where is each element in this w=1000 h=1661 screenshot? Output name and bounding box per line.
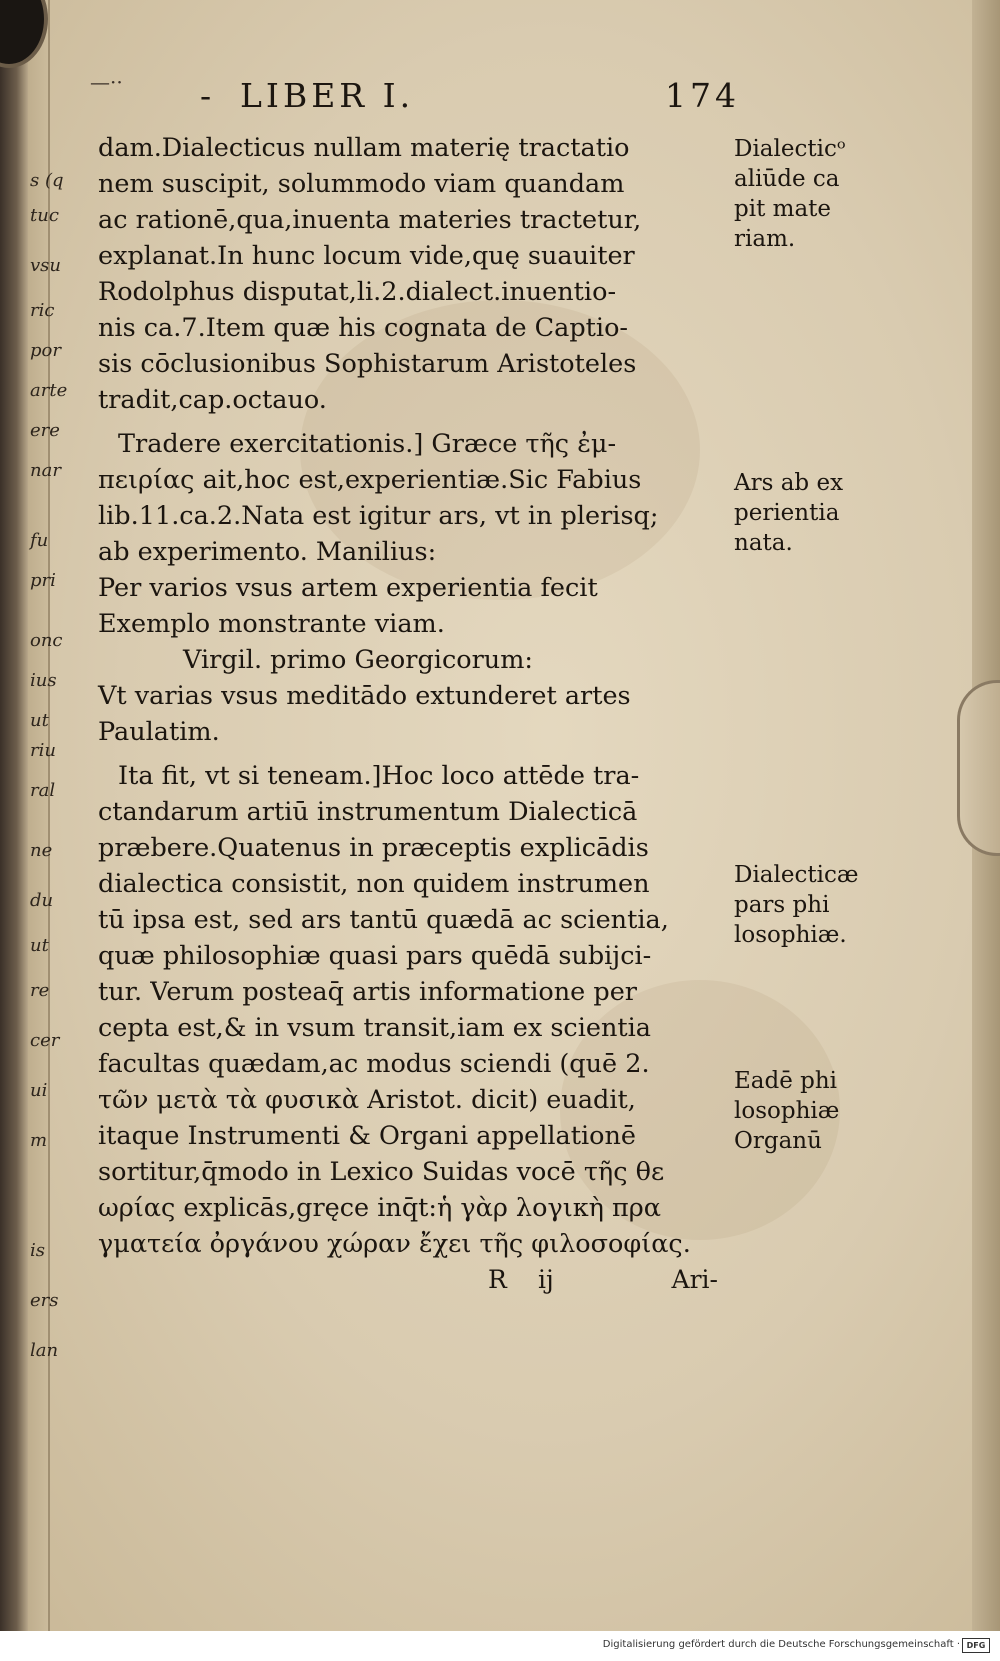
text-line: tur. Verum posteaq̄ artis informatione per bbox=[98, 977, 637, 1007]
margin-note-line: Dialecticæ bbox=[734, 862, 859, 888]
margin-note-line: Dialecticᵒ bbox=[734, 136, 846, 162]
previous-page-fragment: nar bbox=[30, 460, 61, 481]
previous-page-fragment: ere bbox=[30, 420, 60, 441]
funding-credit: Digitalisierung gefördert durch die Deutsche Forschungsgemeinschaft · bbox=[602, 1639, 960, 1650]
previous-page-fragment: is bbox=[30, 1240, 45, 1261]
dfg-logo: DFG bbox=[962, 1638, 990, 1653]
text-line: sis cōclusionibus Sophistarum Aristoteles bbox=[98, 349, 637, 379]
page-foot-line bbox=[488, 1265, 718, 1301]
margin-note-philosophy bbox=[734, 860, 864, 950]
footer-bar bbox=[0, 1631, 1000, 1661]
running-header bbox=[200, 76, 740, 118]
previous-page-fragment: tuc bbox=[30, 205, 59, 226]
margin-note-organum bbox=[734, 1066, 864, 1156]
book-clip bbox=[957, 680, 1000, 856]
text-line: γματεία ὀργάνου χώραν ἔχει τῆς φιλοσοφίας. bbox=[98, 1229, 691, 1259]
text-line: Exemplo monstrante viam. bbox=[98, 609, 445, 639]
margin-note-line: aliūde ca bbox=[734, 166, 840, 192]
text-line: tradit,cap.octauo. bbox=[98, 385, 327, 415]
margin-note-line: pars phi bbox=[734, 892, 830, 918]
previous-page-fragment: ral bbox=[30, 780, 56, 801]
signature-mark: R bbox=[488, 1265, 507, 1294]
text-line: Paulatim. bbox=[98, 717, 220, 747]
previous-page-fragment: ut bbox=[30, 710, 49, 731]
previous-page-fragment: fu bbox=[30, 530, 49, 551]
text-line: lib.11.ca.2.Nata est igitur ars, vt in plerisq; bbox=[98, 501, 659, 531]
text-line: tū ipsa est, sed ars tantū quædā ac scientia, bbox=[98, 905, 669, 935]
text-line: præbere.Quatenus in præceptis explicādis bbox=[98, 833, 649, 863]
header-dash: - bbox=[200, 76, 216, 115]
text-line: Rodolphus disputat,li.2.dialect.inuentio- bbox=[98, 277, 617, 307]
previous-page-fragment: por bbox=[30, 340, 61, 361]
page-number: 174 bbox=[665, 76, 740, 115]
signature-number: ij bbox=[538, 1265, 554, 1294]
margin-note-line: Eadē phi bbox=[734, 1068, 838, 1094]
previous-page-fragment: onc bbox=[30, 630, 63, 651]
previous-page-fragment: ius bbox=[30, 670, 57, 691]
text-line: quæ philosophiæ quasi pars quēdā subijci- bbox=[98, 941, 652, 971]
text-line: itaque Instrumenti & Organi appellationē bbox=[98, 1121, 637, 1151]
previous-page-fragment: m bbox=[30, 1130, 48, 1151]
text-line: Per varios vsus artem experientia fecit bbox=[98, 573, 598, 603]
previous-page-fragment: ric bbox=[30, 300, 55, 321]
text-line: Vt varias vsus meditādo extunderet artes bbox=[98, 681, 631, 711]
catchword: Ari- bbox=[671, 1265, 718, 1294]
text-line: dialectica consistit, non quidem instrumen bbox=[98, 869, 650, 899]
book-gutter bbox=[0, 0, 28, 1631]
previous-page-fragment: ne bbox=[30, 840, 53, 861]
previous-page-fragment: pri bbox=[30, 570, 56, 591]
text-line: πειρίας ait,hoc est,experientiæ.Sic Fabius bbox=[98, 465, 642, 495]
text-line: Tradere exercitationis.] Græce τῆς ἐμ- bbox=[118, 429, 617, 459]
margin-note-line: riam. bbox=[734, 226, 796, 252]
previous-page-fragment: du bbox=[30, 890, 54, 911]
text-line: Ita fit, vt si teneam.]Hoc loco attēde tra- bbox=[118, 761, 640, 791]
margin-note-line: Organū bbox=[734, 1128, 822, 1154]
text-line: explanat.In hunc locum vide,quę suauiter bbox=[98, 241, 635, 271]
margin-note-line: losophiæ. bbox=[734, 922, 847, 948]
text-line: τῶν μετὰ τὰ φυσικὰ Aristot. dicit) euadit, bbox=[98, 1085, 636, 1115]
previous-page-fragment: arte bbox=[30, 380, 68, 401]
margin-note-line: pit mate bbox=[734, 196, 832, 222]
margin-note-line: perientia bbox=[734, 500, 840, 526]
text-line: nis ca.7.Item quæ his cognata de Captio- bbox=[98, 313, 629, 343]
previous-page-fragment: riu bbox=[30, 740, 56, 761]
text-line: nem suscipit, solummodo viam quandam bbox=[98, 169, 625, 199]
margin-note-line: losophiæ bbox=[734, 1098, 840, 1124]
margin-note-line: Ars ab ex bbox=[734, 470, 844, 496]
text-line: ab experimento. Manilius: bbox=[98, 537, 437, 567]
text-line: sortitur,q̄modo in Lexico Suidas vocē τῆς θε bbox=[98, 1157, 665, 1187]
text-line: ωρίας explicās,gręce inq̄t:ἡ γὰρ λογικὴ πρα bbox=[98, 1193, 661, 1223]
previous-page-fragment: s (q bbox=[30, 170, 64, 191]
header-mark: —·· bbox=[90, 70, 123, 94]
previous-page-fragment: vsu bbox=[30, 255, 61, 276]
previous-page-fragment: lan bbox=[30, 1340, 59, 1361]
previous-page-fragment: ui bbox=[30, 1080, 48, 1101]
text-line: Virgil. primo Georgicorum: bbox=[183, 645, 533, 675]
previous-page-fragment: ers bbox=[30, 1290, 59, 1311]
previous-page-fragment: ut bbox=[30, 935, 49, 956]
header-title: LIBER I. bbox=[240, 76, 415, 115]
main-text-block bbox=[98, 130, 730, 1262]
margin-note-dialectic bbox=[734, 134, 864, 254]
previous-page-edge bbox=[28, 0, 68, 1631]
margin-note-line: nata. bbox=[734, 530, 793, 556]
previous-page-fragment: re bbox=[30, 980, 50, 1001]
text-line: facultas quædam,ac modus sciendi (quē 2. bbox=[98, 1049, 650, 1079]
text-line: ctandarum artiū instrumentum Dialecticā bbox=[98, 797, 638, 827]
text-line: ac rationē,qua,inuenta materies tractetur, bbox=[98, 205, 642, 235]
previous-page-fragment: cer bbox=[30, 1030, 60, 1051]
text-line: dam.Dialecticus nullam materię tractatio bbox=[98, 133, 630, 163]
text-line: cepta est,& in vsum transit,iam ex scientia bbox=[98, 1013, 651, 1043]
margin-note-ars bbox=[734, 468, 864, 558]
